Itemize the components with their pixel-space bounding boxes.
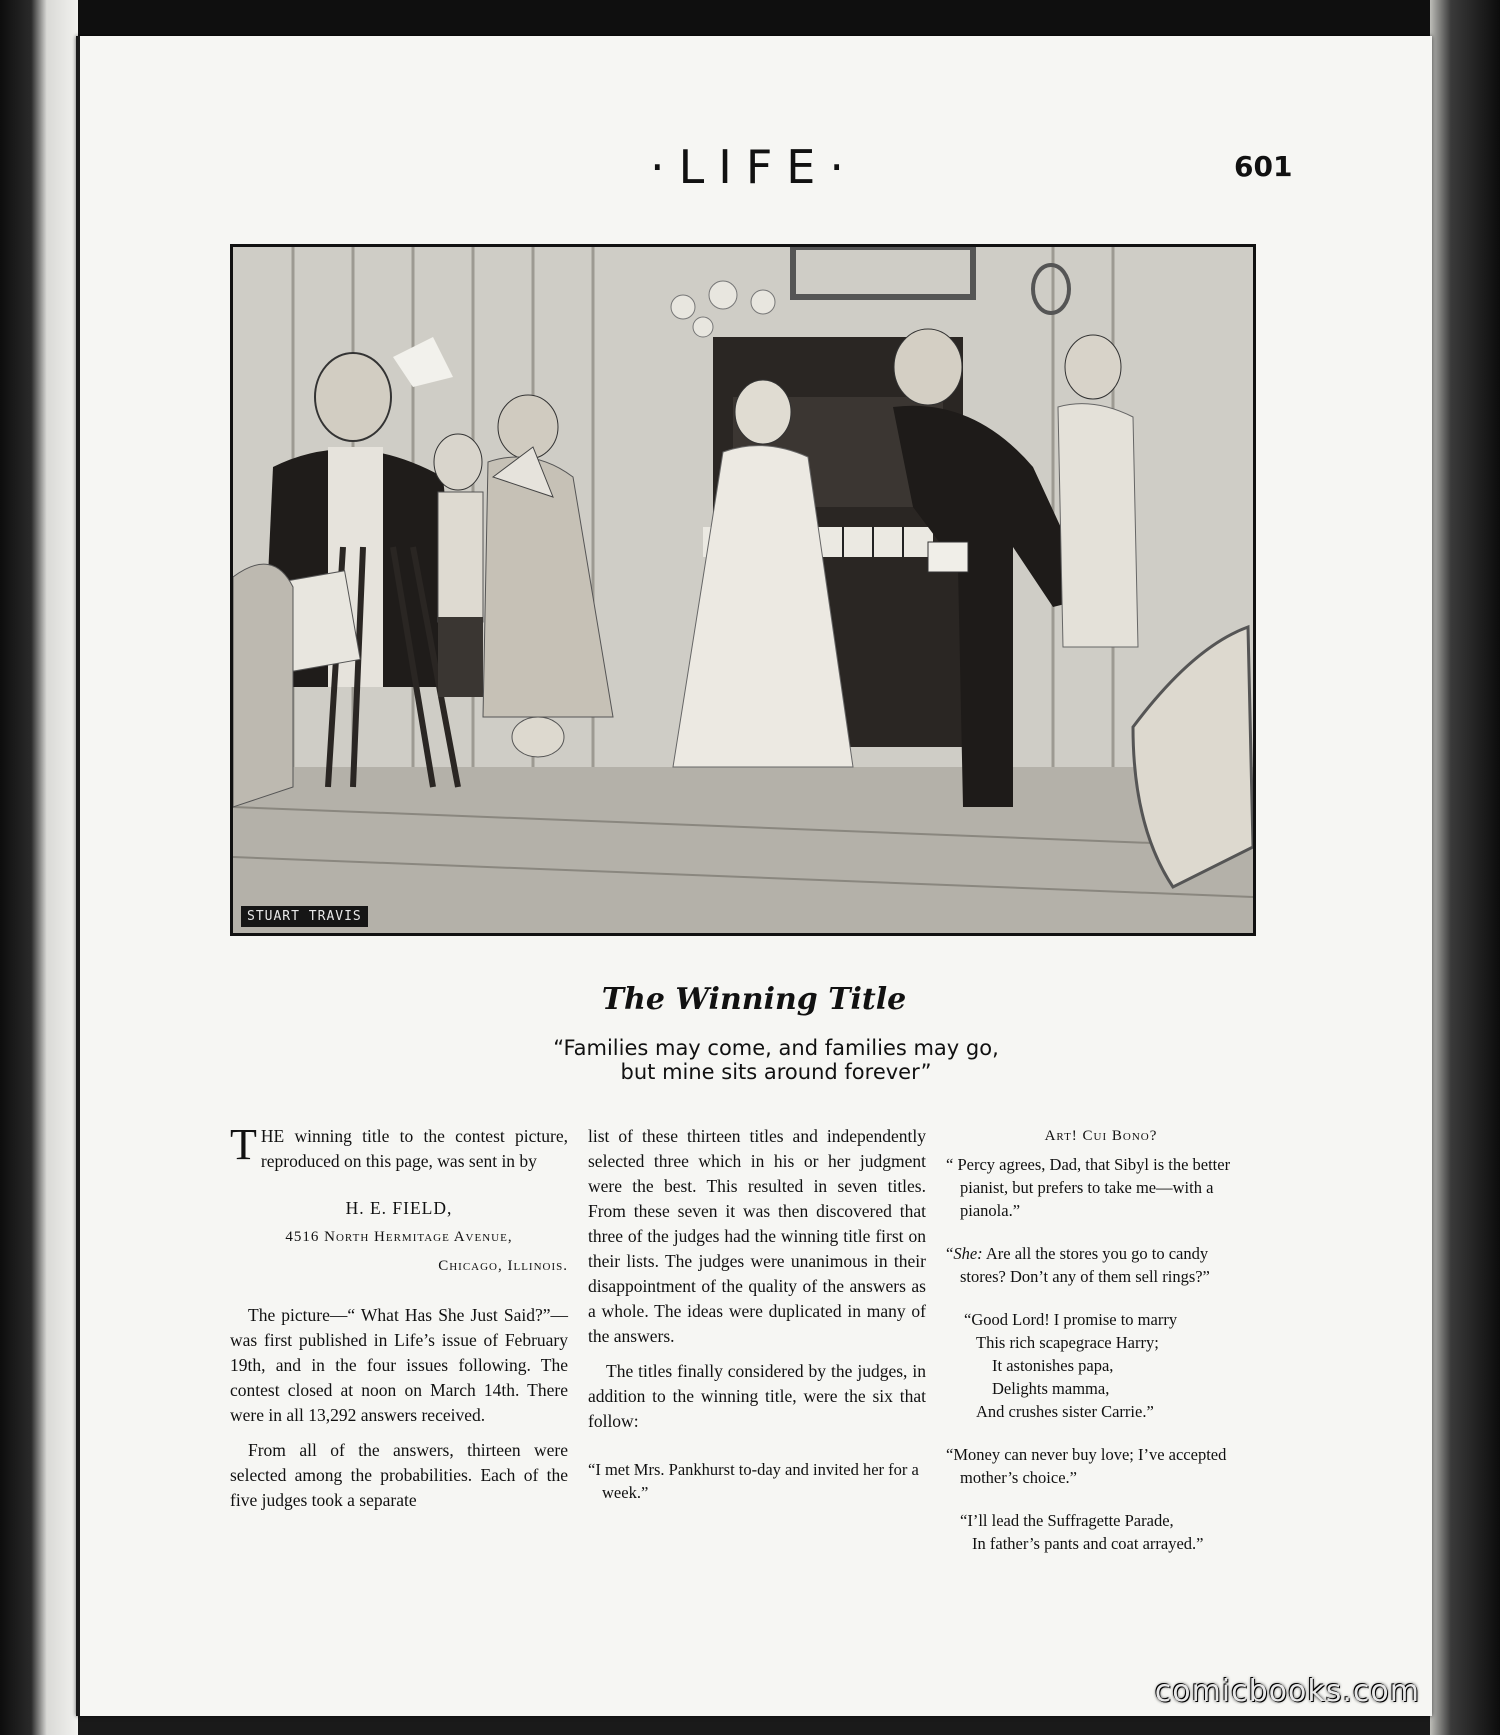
article-column-3 [946,1124,1256,1575]
intro-paragraph [230,1120,568,1174]
contest-paragraph: The picture—“ What Has She Just Said?”—was first published in Life’s issue of February 19th, and in the four issues following. The contest closed at noon on March 14th. There were in all 13,292 answers received. [230,1305,568,1425]
article-title: The Winning Title [601,982,907,1017]
winner-name: H. E. FIELD, [345,1198,453,1218]
site-watermark: comicbooks.com [1154,1674,1420,1709]
finalist-heading: Art! Cui Bono? [1044,1128,1158,1144]
drop-cap: T [230,1120,257,1169]
selection-paragraph: From all of the answers, thirteen were selected among the probabilities. Each of the five judges took a separate [230,1440,568,1510]
article-column-2 [588,1124,926,1524]
article-subtitle [496,1036,1056,1084]
finalist-entry: “She: Are all the stores you go to candy stores? Don’t any of them sell rings?” [946,1244,1210,1286]
article-column-1 [230,1120,568,1523]
winner-city: Chicago, Illinois. [438,1258,568,1274]
winner-street: 4516 North Hermitage Avenue, [285,1229,513,1245]
artist-signature: STUART TRAVIS [241,906,368,927]
subtitle-line-2: but mine sits around forever” [620,1060,932,1084]
running-head: ·LIFE· [650,140,858,194]
finalist-entry: “Money can never buy love; I’ve accepted mother’s choice.” [946,1445,1227,1487]
page-gutter-line [76,36,80,1716]
finalist-entry: “I met Mrs. Pankhurst to-day and invited her for a week.” [588,1460,919,1502]
scan-border-right [1430,0,1500,1735]
scan-border-top [0,0,1500,40]
finalist-verse: “I’ll lead the Suffragette Parade, In father’s pants and coat arrayed.” [960,1511,1204,1553]
judging-paragraph: list of these thirteen titles and independently selected three which in his or her judgment were the best. This resulted in seven titles. From these seven it was then discovered that three of the judges had the winning title first on their lists. The judges were unanimous in their disappointment of the quality of the answers as a whole. The ideas were duplicated in many of the answers. [588,1126,926,1346]
scan-border-left [0,0,78,1735]
magazine-page [76,36,1432,1716]
finalist-entry: “ Percy agrees, Dad, that Sibyl is the better pianist, but prefers to take me—with a pianola.” [946,1155,1231,1220]
subtitle-line-1: “Families may come, and families may go, [553,1036,999,1060]
illustration [230,244,1256,936]
speaker-label: She: [953,1244,983,1263]
intro-text: HE winning title to the contest picture, reproduced on this page, was sent in by [260,1126,568,1171]
page-number: 601 [1234,150,1293,183]
parlor-scene-drawing [233,247,1253,933]
finalist-verse: “Good Lord! I promise to marry This rich scapegrace Harry; It astonishes papa, Delights mamma, And crushes sister Carrie.” [964,1310,1178,1421]
finalists-intro-paragraph: The titles finally considered by the judges, in addition to the winning title, were the six that follow: [588,1361,926,1431]
